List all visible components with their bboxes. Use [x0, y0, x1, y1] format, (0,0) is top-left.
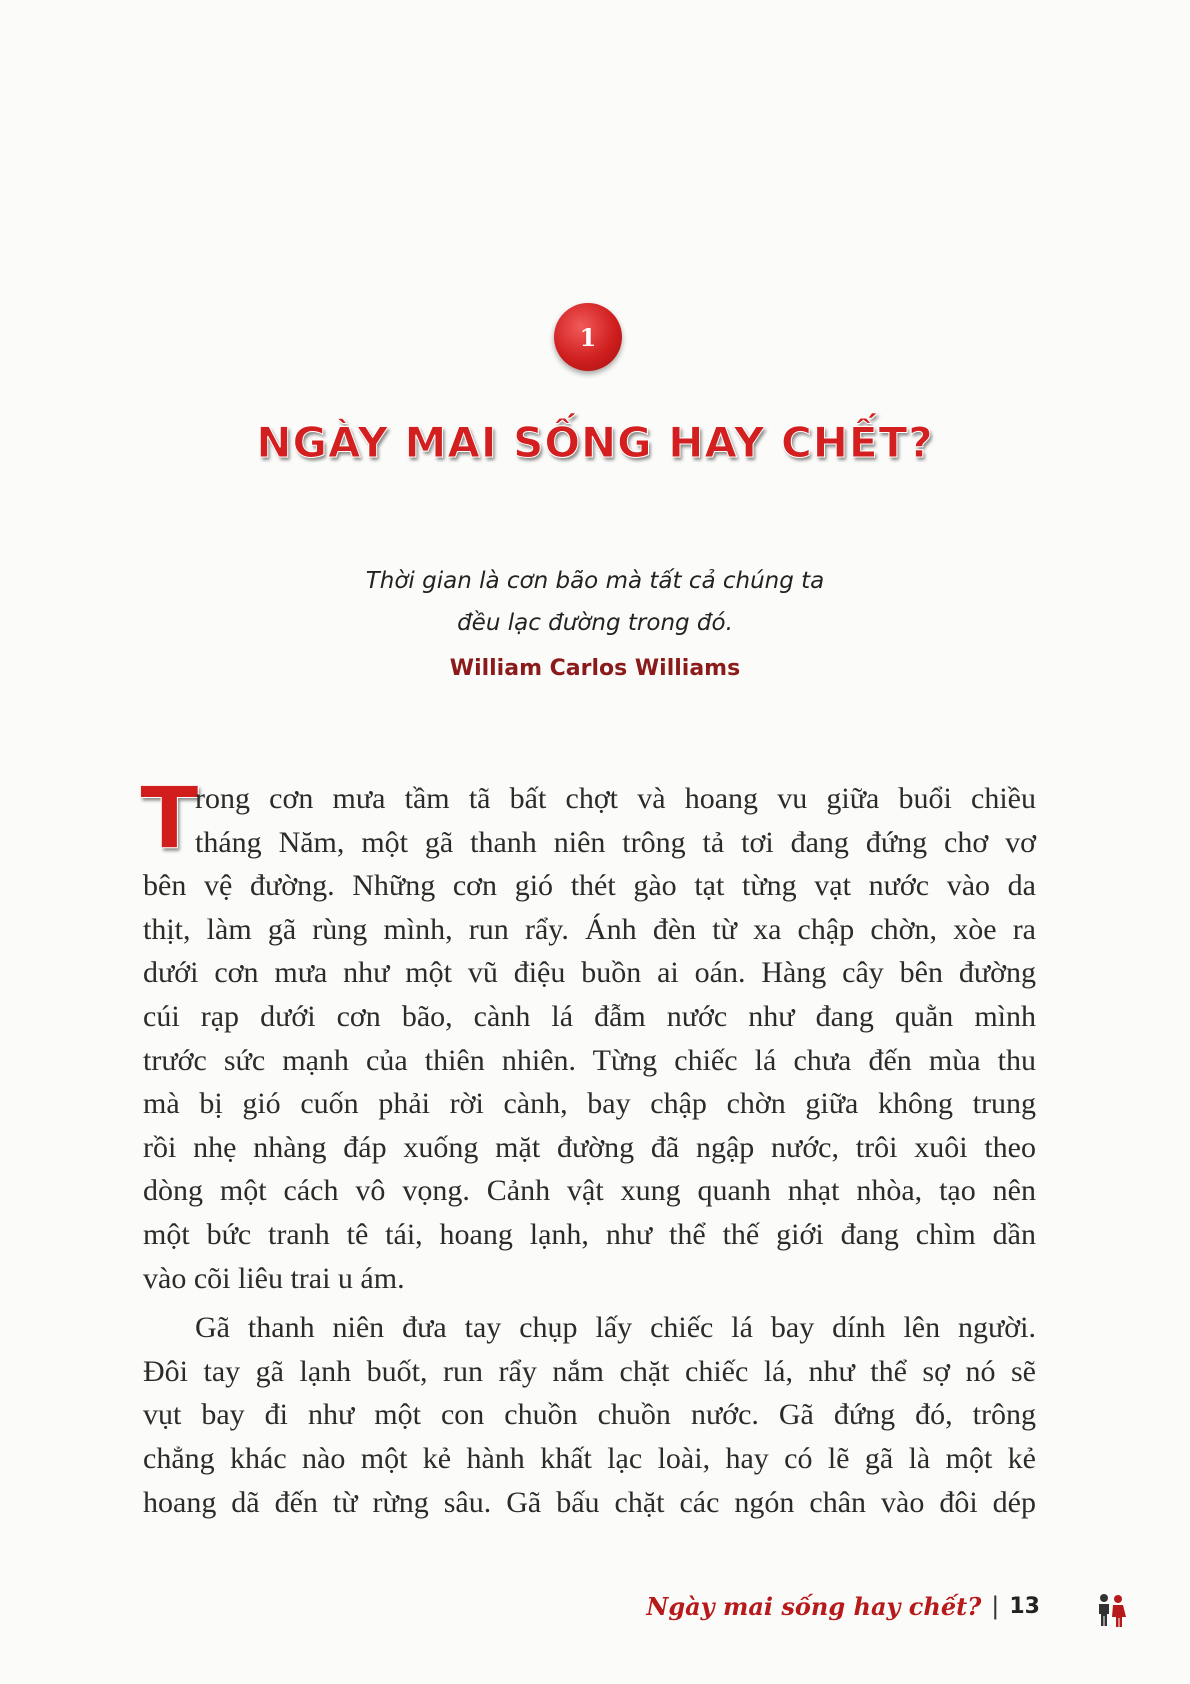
text-line: rồi nhẹ nhàng đáp xuống mặt đường đã ngập nước, trôi xuôi theo — [143, 1130, 1036, 1164]
text-line: cúi rạp dưới cơn bão, cành lá đẫm nước như đang quằn mình — [143, 999, 1036, 1033]
page-footer — [646, 1586, 1040, 1626]
text-line: dưới cơn mưa như một vũ điệu buồn ai oán. Hàng cây bên đường — [143, 956, 1036, 990]
epigraph-line: Thời gian là cơn bão mà tất cả chúng ta — [365, 568, 825, 594]
epigraph — [260, 560, 930, 644]
text-line: bên vệ đường. Những cơn gió thét gào tạt từng vạt nước vào da — [143, 869, 1036, 903]
page-number: 13 — [1009, 1593, 1040, 1619]
text-line: Đôi tay gã lạnh buốt, run rẩy nắm chặt chiếc lá, như thể sợ nó sẽ — [143, 1354, 1036, 1388]
chapter-number: 1 — [579, 322, 597, 352]
text-line: rong cơn mưa tầm tã bất chợt và hoang vu giữa buổi chiều — [195, 782, 1036, 815]
text-line: dòng một cách vô vọng. Cảnh vật xung quanh nhạt nhòa, tạo nên — [143, 1174, 1036, 1208]
epigraph-line: đều lạc đường trong đó. — [457, 610, 733, 636]
text-line: tháng Năm, một gã thanh niên trông tả tơi đang đứng chơ vơ — [195, 825, 1036, 859]
running-title: Ngày mai sống hay chết? — [646, 1591, 982, 1621]
paragraph-2 — [143, 1306, 1036, 1524]
chapter-number-badge — [554, 303, 622, 371]
text-line: hoang dã đến từ rừng sâu. Gã bấu chặt các ngón chân vào đôi dép — [143, 1485, 1036, 1519]
epigraph-author: William Carlos Williams — [449, 656, 741, 681]
text-line: thịt, làm gã rùng mình, run rẩy. Ánh đèn từ xa chập chờn, xòe ra — [143, 912, 1036, 946]
people-icon — [1095, 1592, 1127, 1628]
text-line: chẳng khác nào một kẻ hành khất lạc loài, hay có lẽ gã là một kẻ — [143, 1441, 1036, 1475]
body-text — [143, 777, 1036, 1524]
text-line: mà bị gió cuốn phải rời cành, bay chập chờn giữa không trung — [143, 1087, 1036, 1121]
text-line: trước sức mạnh của thiên nhiên. Từng chiếc lá chưa đến mùa thu — [143, 1043, 1036, 1077]
paragraph-1 — [143, 777, 1036, 1300]
text-line: vụt bay đi như một con chuồn chuồn nước. Gã đứng đó, trông — [143, 1398, 1036, 1432]
footer-separator: | — [991, 1592, 1000, 1620]
text-line: vào cõi liêu trai u ám. — [143, 1261, 405, 1295]
chapter-title: NGÀY MAI SỐNG HAY CHẾT? — [256, 418, 934, 467]
drop-cap: T — [140, 769, 199, 869]
text-line: Gã thanh niên đưa tay chụp lấy chiếc lá bay dính lên người. — [195, 1311, 1036, 1345]
text-line: một bức tranh tê tái, hoang lạnh, như thể thế giới đang chìm dần — [143, 1217, 1036, 1251]
